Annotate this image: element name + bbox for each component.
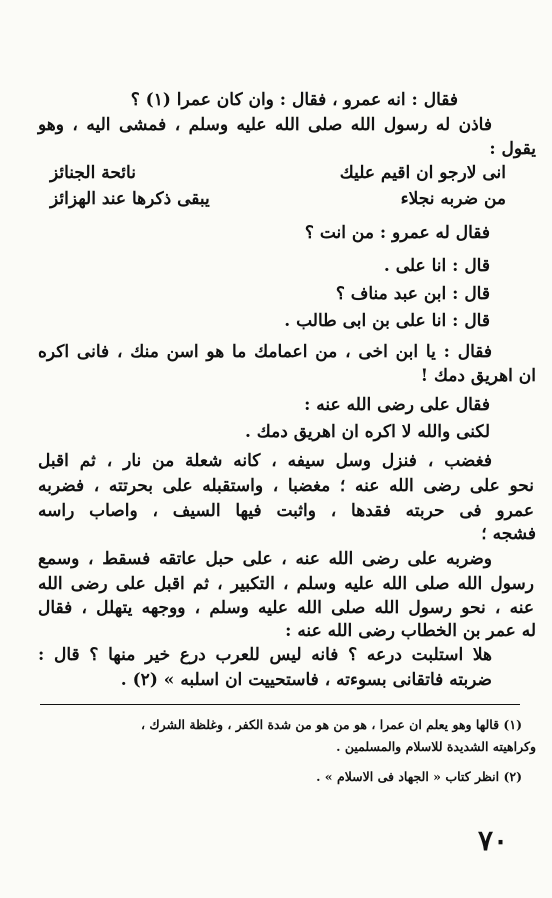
footnote-2: (٢) انظر كتاب « الجهاد فى الاسلام » .	[316, 769, 522, 784]
text-line-2: فاذن له رسول الله صلى الله عليه وسلم ، فمشى اليه ، وهو	[38, 115, 492, 135]
poem-verse-2-left: يبقى ذكرها عند الهزائز	[50, 189, 210, 209]
text-line-12: فغضب ، فنزل وسل سيفه ، كانه شعلة من نار ، ثم اقبل	[38, 451, 492, 471]
text-line-9: ان اهريق دمك !	[420, 366, 536, 386]
text-line-11: لكنى والله لا اكره ان اهريق دمك .	[244, 422, 490, 442]
poem-verse-2-right: من ضربه نجلاء	[400, 189, 506, 209]
text-line-16: وضربه على رضى الله عنه ، على حبل عاتقه فسقط ، وسمع	[38, 549, 492, 569]
text-line-14: عمرو فى حربته فقدها ، واثبت فيها السيف ، واصاب راسه	[38, 501, 534, 521]
text-line-20: هلا استلبت درعه ؟ فانه ليس للعرب درع خير منها ؟ قال :	[38, 645, 492, 665]
text-line-19: له عمر بن الخطاب رضى الله عنه :	[285, 621, 536, 641]
text-line-4: فقال له عمرو : من انت ؟	[304, 223, 490, 243]
text-line-17: رسول الله صلى الله عليه وسلم ، التكبير ، ثم اقبل على رضى الله	[38, 574, 534, 594]
footnote-1-line-1: (١) قالها وهو يعلم ان عمرا ، هو من هو من شدة الكفر ، وغلظة الشرك ،	[140, 717, 522, 732]
text-line-7: قال : انا على بن ابى طالب .	[284, 311, 490, 331]
text-line-6: قال : ابن عبد مناف ؟	[335, 284, 490, 304]
text-line-3: يقول :	[489, 139, 536, 159]
text-line-10: فقال على رضى الله عنه :	[304, 395, 490, 415]
footnote-separator	[40, 704, 520, 705]
footnote-1-line-2: وكراهيته الشديدة للاسلام والمسلمين .	[336, 739, 536, 754]
page-number: ٧٠	[478, 824, 509, 857]
poem-verse-1-left: نائحة الجنائز	[50, 163, 136, 183]
poem-verse-1-right: انى لارجو ان اقيم عليك	[339, 163, 506, 183]
text-line-1: فقال : انه عمرو ، فقال : وان كان عمرا (١) ؟	[130, 90, 458, 110]
text-line-8: فقال : يا ابن اخى ، من اعمامك ما هو اسن منك ، فانى اكره	[38, 342, 492, 362]
text-line-21: ضربته فاتقانى بسوءته ، فاستحييت ان اسلبه » (٢) .	[120, 670, 492, 690]
text-line-15: فشجه ؛	[481, 524, 536, 544]
text-line-5: قال : انا على .	[383, 256, 490, 276]
text-line-13: نحو على رضى الله عنه ؛ مغضبا ، واستقبله على بحرتته ، فضربه	[38, 476, 534, 496]
text-line-18: عنه ، نحو رسول الله صلى الله عليه وسلم ، ووجهه يتهلل ، فقال	[38, 598, 534, 618]
